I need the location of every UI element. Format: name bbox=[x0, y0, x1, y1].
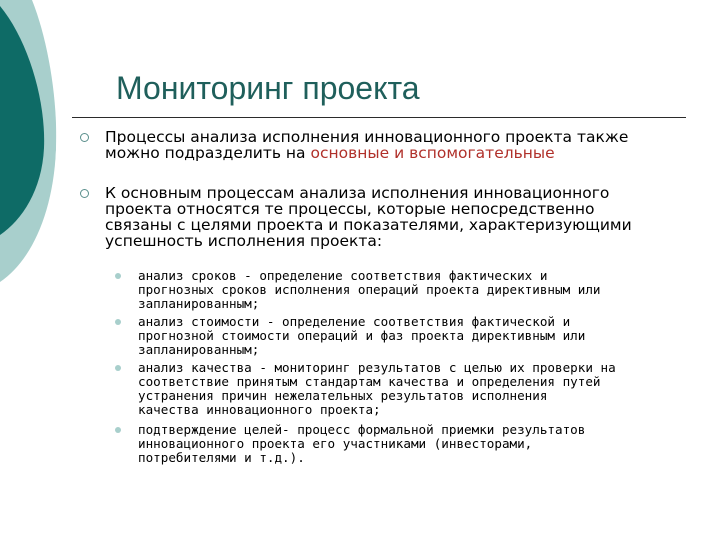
bullet-2-line-2: проекта относятся те процессы, которые непосредственно bbox=[105, 200, 595, 218]
dot-bullet-icon bbox=[115, 319, 121, 325]
subbullet-4-line-1: подтверждение целей- процесс формальной приемки результатов bbox=[138, 422, 586, 437]
bullet-2-line-3: связаны с целями проекта и показателями, характеризующими bbox=[105, 216, 632, 234]
subbullet-3-line-4: качества инновационного проекта; bbox=[138, 402, 381, 417]
subbullet-2-line-1: анализ стоимости - определение соответствия фактической и bbox=[138, 314, 571, 329]
subbullet-1 bbox=[138, 269, 678, 311]
title-divider bbox=[72, 117, 686, 118]
subbullet-3-line-3: устранения причин нежелательных результатов исполнения bbox=[138, 388, 548, 403]
bullet-1-line-2-text: можно подразделить на bbox=[105, 144, 311, 162]
subbullet-3-line-1: анализ качества - мониторинг результатов с целью их проверки на bbox=[138, 360, 616, 375]
subbullet-1-line-2: прогнозных сроков исполнения операций проекта директивным или bbox=[138, 282, 601, 297]
bullet-2-line-1: К основным процессам анализа исполнения инновационного bbox=[105, 184, 610, 202]
circle-bullet-icon bbox=[80, 133, 89, 142]
bullet-1-line-2 bbox=[105, 145, 695, 161]
subbullet-2-line-2: прогнозной стоимости операций и фаз проекта директивным или bbox=[138, 328, 586, 343]
subbullet-1-line-3: запланированным; bbox=[138, 296, 260, 311]
circle-bullet-icon bbox=[80, 189, 89, 198]
bullet-2 bbox=[105, 185, 695, 249]
highlighted-text: основные и вспомогательные bbox=[310, 144, 555, 162]
decorative-circles bbox=[0, 0, 60, 290]
subbullet-2-line-3: запланированным; bbox=[138, 342, 260, 357]
subbullet-1-line-1: анализ сроков - определение соответствия фактических и bbox=[138, 268, 548, 283]
subbullet-4-line-3: потребителями и т.д.). bbox=[138, 450, 305, 465]
dot-bullet-icon bbox=[115, 427, 121, 433]
dot-bullet-icon bbox=[115, 273, 121, 279]
bullet-1 bbox=[105, 129, 695, 161]
bullet-2-line-4: успешность исполнения проекта: bbox=[105, 232, 383, 250]
subbullet-4-line-2: инновационного проекта его участниками (инвесторами, bbox=[138, 436, 533, 451]
page-title: Мониторинг проекта bbox=[116, 70, 420, 106]
bullet-1-line-1: Процессы анализа исполнения инновационного проекта также bbox=[105, 128, 629, 146]
dot-bullet-icon bbox=[115, 365, 121, 371]
subbullet-3 bbox=[138, 361, 678, 417]
subbullet-2 bbox=[138, 315, 678, 357]
subbullet-3-line-2: соответствие принятым стандартам качества и определения путей bbox=[138, 374, 601, 389]
subbullet-4 bbox=[138, 423, 678, 465]
